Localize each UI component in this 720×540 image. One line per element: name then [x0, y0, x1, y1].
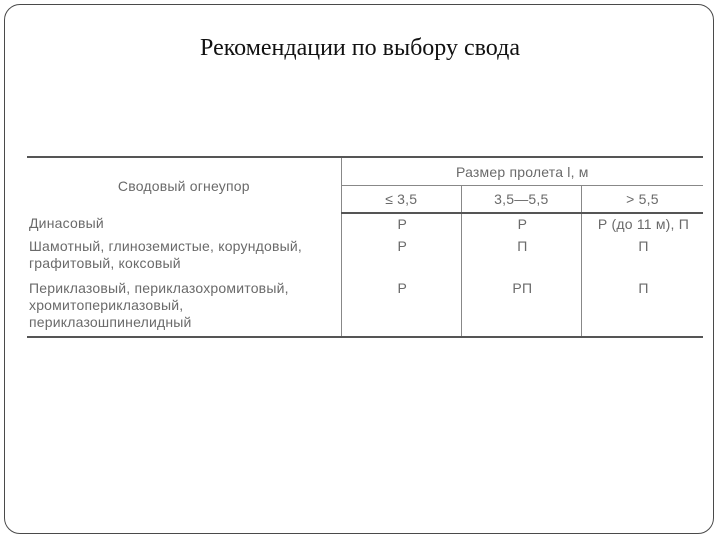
value-cell: Р	[341, 278, 461, 337]
value-cell: Р	[397, 238, 407, 254]
slide-frame	[4, 4, 714, 534]
table-row	[27, 236, 703, 278]
value-cell: П	[461, 236, 581, 278]
header-span-col: 3,5—5,5	[461, 186, 581, 214]
table-row	[27, 213, 703, 236]
refractory-table	[27, 156, 703, 338]
value-cell: Р	[397, 216, 407, 232]
value-cell: П	[581, 278, 703, 337]
material-cell: Динасовый	[27, 213, 341, 236]
header-material: Сводовый огнеупор	[27, 157, 341, 213]
value-cell: Р	[461, 213, 581, 236]
header-span: Размер пролета l, м	[341, 157, 703, 186]
value-cell: Р (до 11 м), П	[581, 213, 703, 236]
header-span-col: ≤ 3,5	[341, 186, 461, 214]
value-cell: РП	[461, 278, 581, 337]
value-cell: П	[581, 236, 703, 278]
header-span-col: > 5,5	[581, 186, 703, 214]
material-cell: Периклазовый, периклазохромитовый, хромитопериклазовый, периклазошпинелидный	[27, 278, 341, 337]
material-cell: Шамотный, глиноземистые, корундовый, графитовый, коксовый	[27, 236, 341, 278]
slide-title: Рекомендации по выбору свода	[200, 35, 520, 61]
table-row	[27, 278, 703, 337]
